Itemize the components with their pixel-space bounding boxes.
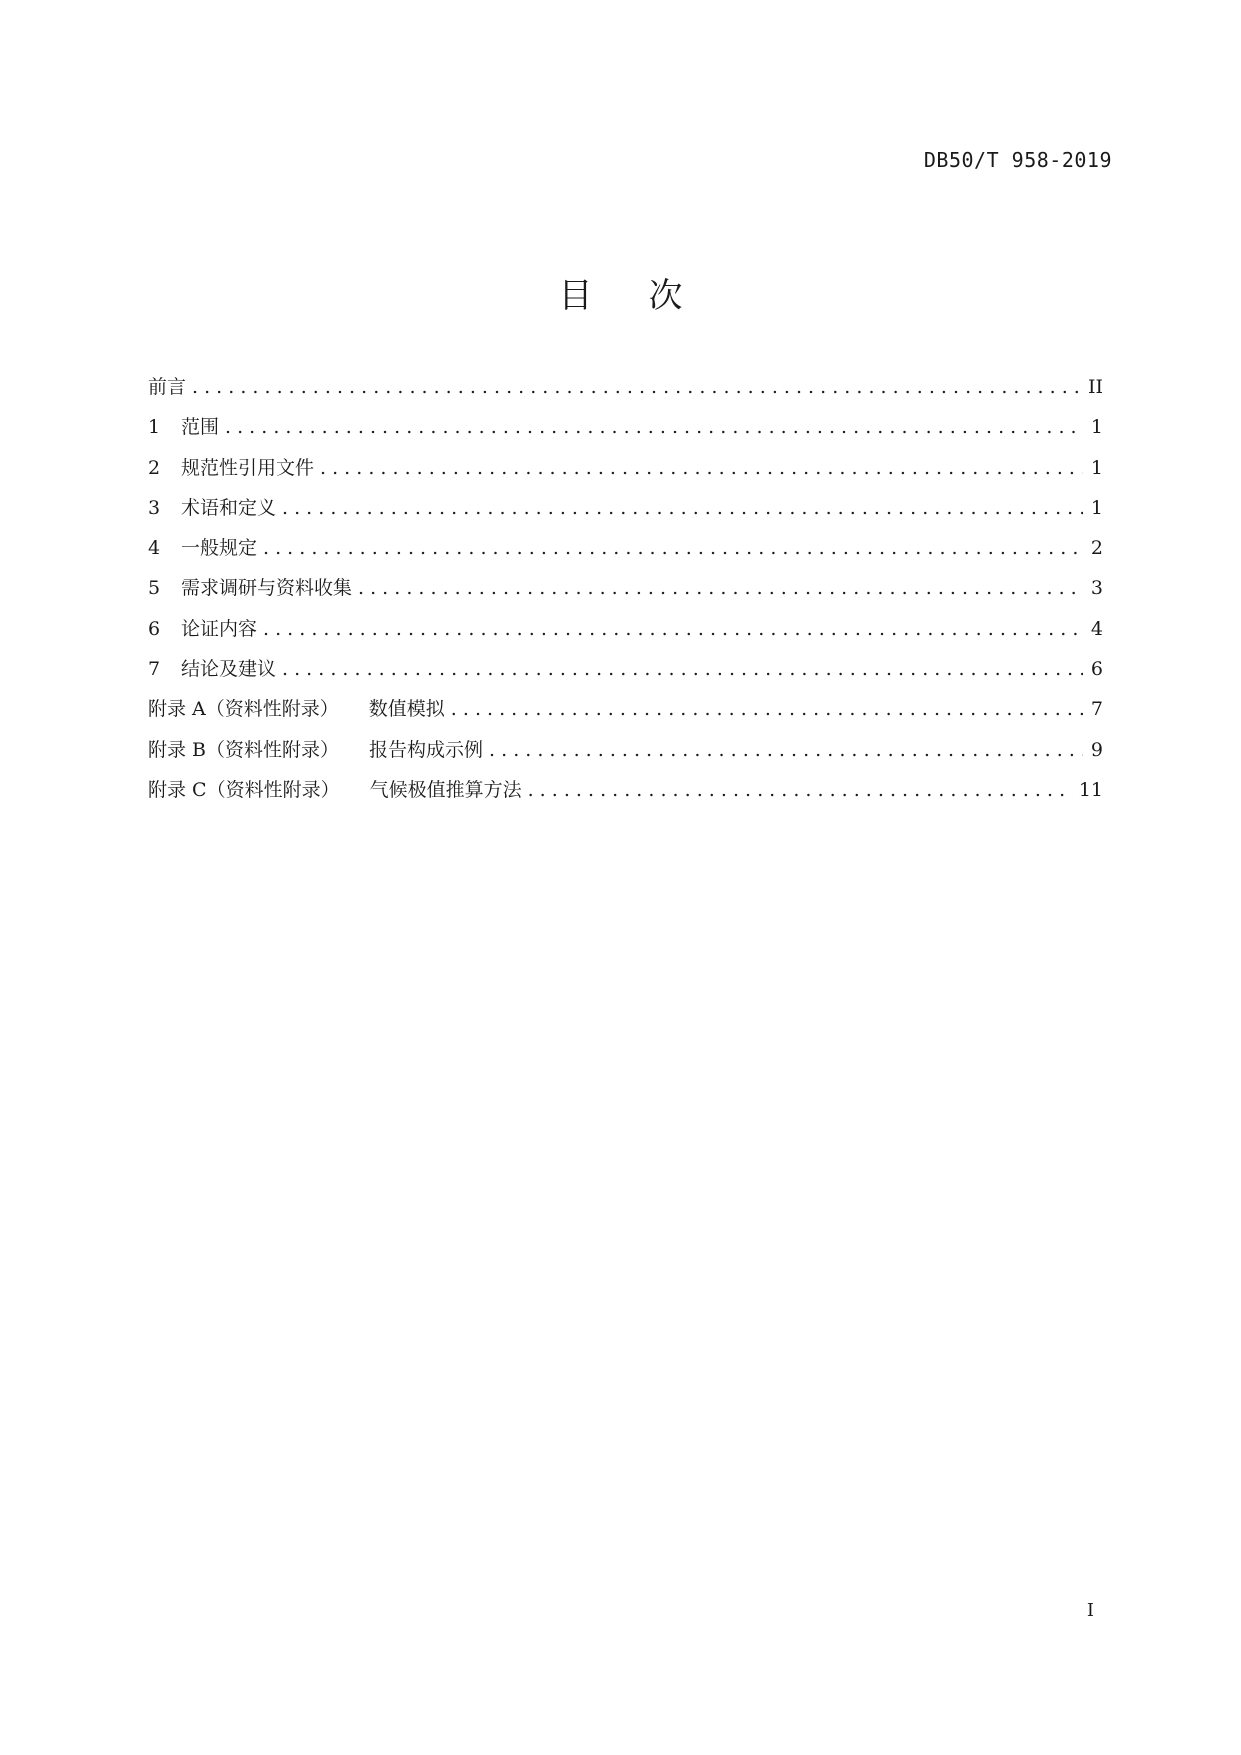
toc-title: 目次 (558, 276, 739, 316)
toc-entry-number: 4 (148, 537, 161, 560)
toc-entry-page: 4 (1090, 617, 1103, 640)
toc-leader-dots (192, 376, 1082, 398)
toc-entry-page: 7 (1090, 698, 1103, 721)
toc-entry-prefix: 附录 B（资料性附录） (148, 738, 340, 761)
toc-entry-7[interactable] (148, 654, 1103, 694)
toc-leader-dots (489, 739, 1083, 761)
toc-entry-page: 3 (1090, 577, 1103, 600)
toc-leader-dots (358, 577, 1083, 599)
toc-leader-dots (528, 779, 1073, 801)
toc-leader-dots (263, 537, 1083, 559)
toc-entry-title: 前言 (148, 376, 187, 398)
toc-entry-title: 报告构成示例 (369, 738, 484, 761)
toc-entry-foreword[interactable] (148, 372, 1103, 412)
toc-entry-number: 3 (148, 496, 161, 519)
toc-entry-title: 规范性引用文件 (181, 456, 315, 479)
toc-entry-prefix: 附录 C（资料性附录） (148, 778, 340, 801)
toc-leader-dots (282, 658, 1083, 680)
toc-entry-appendix-a[interactable] (148, 694, 1103, 734)
toc-entry-page: 1 (1090, 416, 1103, 439)
toc-entry-number: 7 (148, 658, 161, 681)
toc-entry-title: 一般规定 (181, 537, 258, 560)
toc-entry-page: II (1087, 376, 1103, 398)
toc-entry-title: 需求调研与资料收集 (181, 577, 353, 600)
toc-entry-number: 6 (148, 617, 161, 640)
toc-entry-page: 1 (1090, 496, 1103, 519)
toc-leader-dots (263, 618, 1083, 640)
toc-entry-prefix: 附录 A（资料性附录） (148, 698, 339, 721)
toc-entry-2[interactable] (148, 453, 1103, 493)
toc-entry-appendix-b[interactable] (148, 735, 1103, 775)
toc-entry-page: 2 (1090, 537, 1103, 560)
table-of-contents (148, 372, 1103, 815)
toc-entry-appendix-c[interactable] (148, 775, 1103, 815)
toc-entry-number: 5 (148, 577, 161, 600)
toc-leader-dots (225, 416, 1083, 438)
toc-leader-dots (451, 698, 1083, 720)
toc-entry-4[interactable] (148, 533, 1103, 573)
toc-entry-number: 1 (148, 416, 161, 439)
page-number: I (1086, 1600, 1094, 1621)
toc-entry-page: 1 (1090, 456, 1103, 479)
document-code: DB50/T 958-2019 (923, 148, 1112, 172)
toc-leader-dots (320, 457, 1083, 479)
toc-entry-title: 范围 (181, 416, 220, 439)
toc-entry-page: 9 (1090, 738, 1103, 761)
toc-entry-page: 11 (1078, 778, 1103, 801)
toc-entry-title: 论证内容 (181, 617, 258, 640)
toc-entry-1[interactable] (148, 412, 1103, 452)
toc-entry-title: 气候极值推算方法 (369, 778, 522, 801)
toc-entry-page: 6 (1090, 658, 1103, 681)
toc-entry-6[interactable] (148, 614, 1103, 654)
toc-entry-title: 结论及建议 (181, 658, 277, 681)
toc-entry-title: 数值模拟 (368, 698, 445, 721)
toc-entry-5[interactable] (148, 573, 1103, 613)
toc-entry-number: 2 (148, 456, 161, 479)
toc-entry-3[interactable] (148, 493, 1103, 533)
toc-entry-title: 术语和定义 (181, 496, 277, 519)
toc-leader-dots (282, 497, 1083, 519)
